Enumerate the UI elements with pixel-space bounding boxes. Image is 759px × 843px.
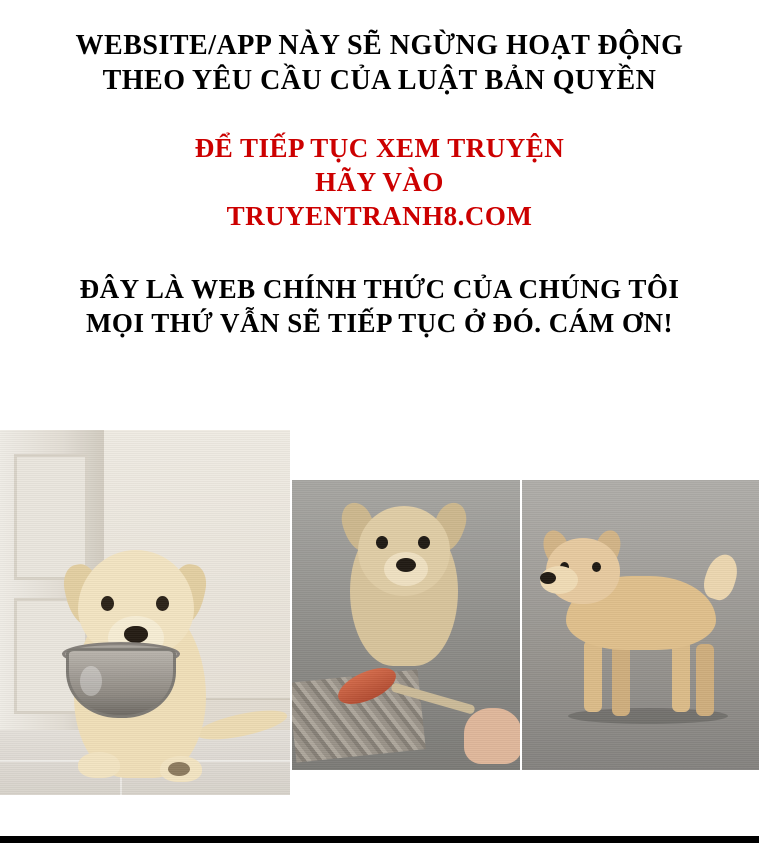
human-hand (464, 708, 520, 764)
notice-block-1-line-2: THEO YÊU CẦU CỦA LUẬT BẢN QUYỀN (102, 65, 657, 96)
notice-block-3-line-2: MỌI THỨ VẪN SẼ TIẾP TỤC Ở ĐÓ. CÁM ƠN! (85, 308, 674, 338)
mid-dog-nose (396, 558, 416, 572)
notice-block-3-line-1: ĐÂY LÀ WEB CHÍNH THỨC CỦA CHÚNG TÔI (79, 274, 680, 305)
puppy-paw-pad (168, 762, 190, 776)
right-dog-leg-back-b (696, 644, 714, 716)
notice-site-url[interactable]: TRUYENTRANH8.COM (226, 200, 533, 231)
puppy-eye-right (156, 596, 169, 611)
spacer-1 (0, 98, 759, 132)
comic-panel-puppy-with-bowl (0, 430, 290, 795)
door-panel-upper (14, 454, 88, 580)
mid-dog-eye-left (376, 536, 388, 549)
right-dog-leg-back-a (672, 640, 690, 712)
comic-art-area (0, 430, 759, 836)
puppy-nose (124, 626, 148, 643)
puppy-paw-left (78, 752, 120, 778)
comic-panel-dog-standing (522, 480, 759, 770)
notice-block-2-line-2: HÃY VÀO (315, 166, 444, 197)
mid-dog-eye-right (418, 536, 430, 549)
notice-block-1-line-1: WEBSITE/APP NÀY SẼ NGỪNG HOẠT ĐỘNG (75, 30, 684, 61)
puppy-eye-left (101, 596, 114, 611)
spacer-2 (0, 233, 759, 273)
comic-panel-dog-with-sausage (292, 480, 520, 770)
right-dog-tail (700, 550, 743, 603)
bottom-black-bar (0, 836, 759, 843)
right-dog-leg-front-a (584, 640, 602, 712)
copyright-notice (0, 0, 759, 341)
notice-block-2-line-1: ĐỂ TIẾP TỤC XEM TRUYỆN (194, 133, 565, 163)
right-dog-eye-right (592, 562, 601, 572)
bowl-highlight (80, 666, 102, 696)
right-dog-leg-front-b (612, 644, 630, 716)
right-dog-nose (540, 572, 556, 584)
